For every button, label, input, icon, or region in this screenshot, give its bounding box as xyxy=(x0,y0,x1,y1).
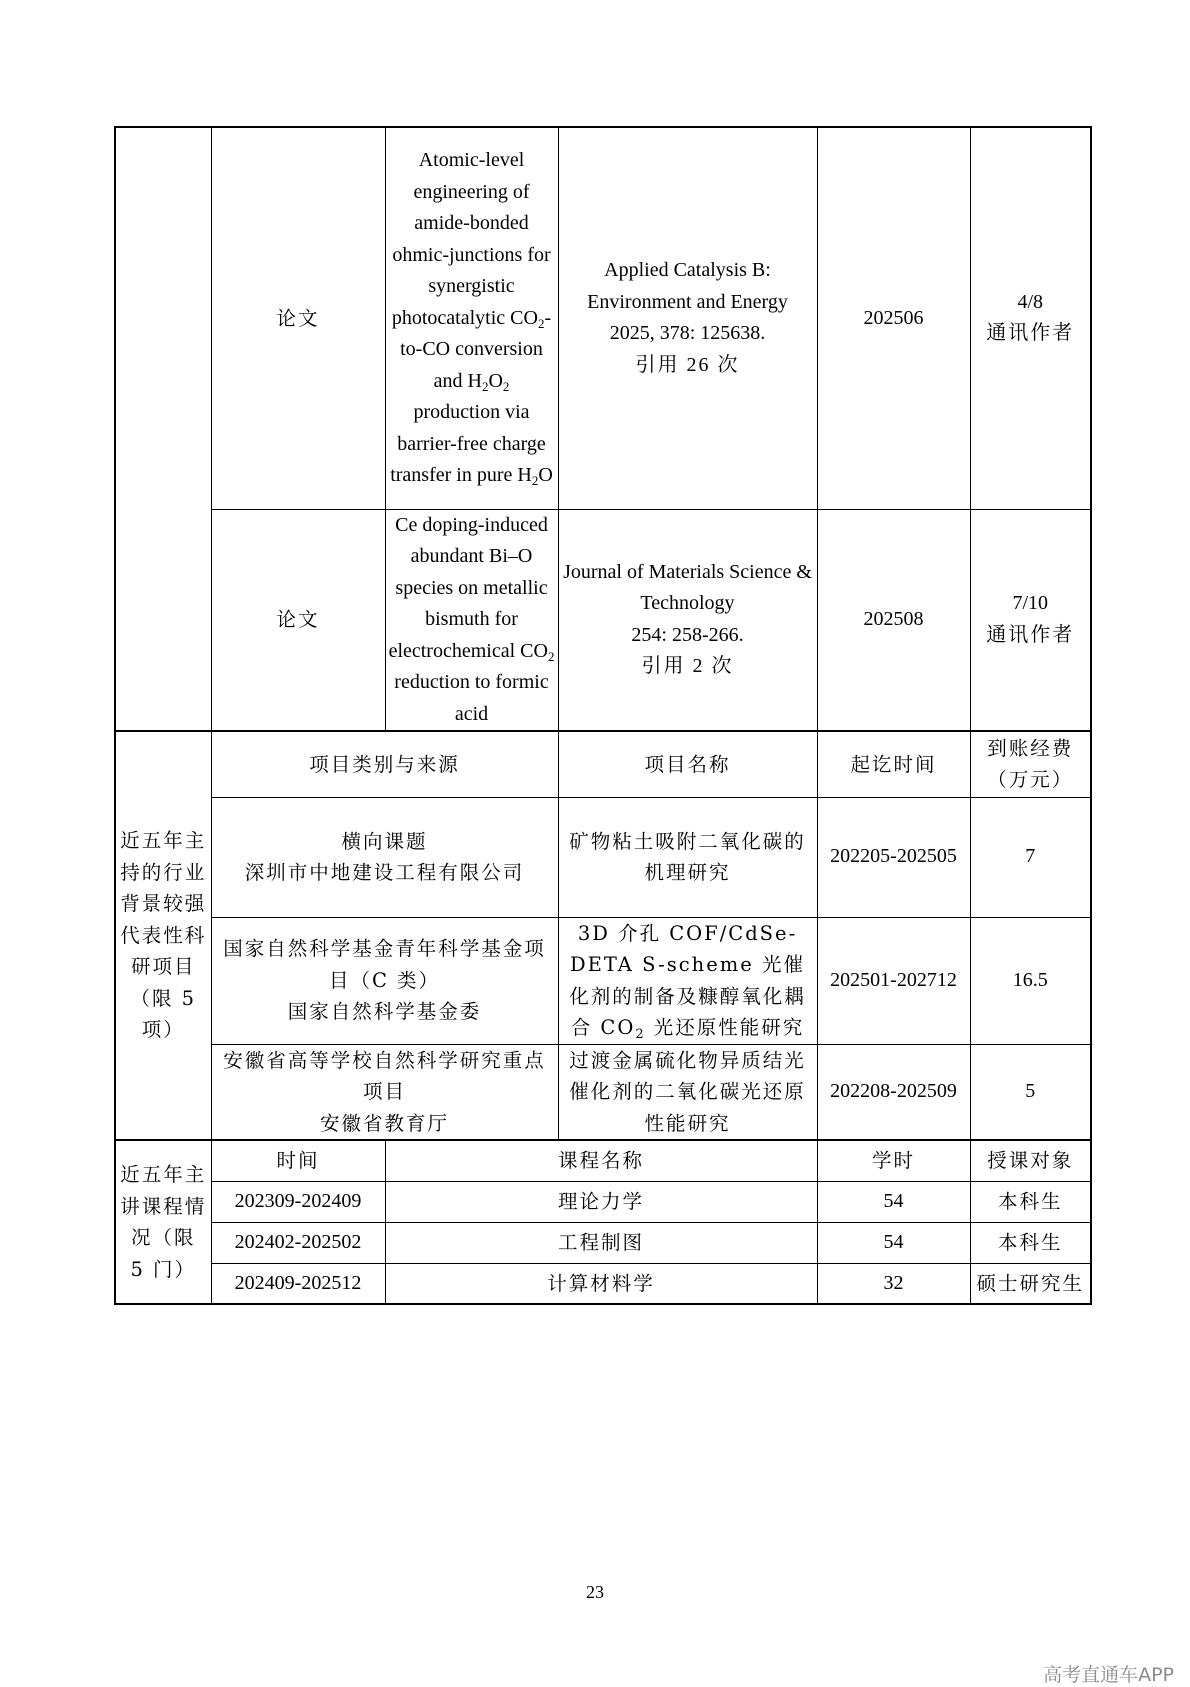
paper-row xyxy=(115,127,1091,509)
project-row xyxy=(115,917,1091,1044)
courses-section-label: 近五年主讲课程情况（限 5 门） xyxy=(115,1140,211,1304)
course-time-header: 时间 xyxy=(211,1140,385,1181)
paper-journal: Journal of Materials Science & Technology 254: 258-266. 引用 2 次 xyxy=(558,509,817,731)
paper-type: 论文 xyxy=(211,127,385,509)
course-row xyxy=(115,1263,1091,1304)
project-funding: 5 xyxy=(970,1044,1091,1140)
paper-title: Ce doping-induced abundant Bi–O species on metallic bismuth for electrochemical $CO_2$ reduction to formic acid xyxy=(385,509,558,731)
project-period: 202208-202509 xyxy=(817,1044,970,1140)
course-name: 工程制图 xyxy=(385,1222,817,1263)
project-name: 3D 介孔 COF/CdSe-DETA S-scheme 光催化剂的制备及糠醇氧化耦合 $CO_2$ 光还原性能研究 xyxy=(558,917,817,1044)
project-row xyxy=(115,1044,1091,1140)
course-hours-header: 学时 xyxy=(817,1140,970,1181)
projects-header-row xyxy=(115,731,1091,797)
project-funding: 7 xyxy=(970,797,1091,917)
papers-section-label xyxy=(115,127,211,731)
paper-row xyxy=(115,509,1091,731)
watermark: 高考直通车APP xyxy=(1043,1664,1174,1686)
course-audience-header: 授课对象 xyxy=(970,1140,1091,1181)
project-funding-header: 到账经费（万元） xyxy=(970,731,1091,797)
paper-author-rank: 7/10 通讯作者 xyxy=(970,509,1091,731)
course-time: 202309-202409 xyxy=(211,1181,385,1222)
course-name: 计算材料学 xyxy=(385,1263,817,1304)
project-period-header: 起讫时间 xyxy=(817,731,970,797)
course-audience: 硕士研究生 xyxy=(970,1263,1091,1304)
course-time: 202409-202512 xyxy=(211,1263,385,1304)
courses-header-row xyxy=(115,1140,1091,1181)
project-name-header: 项目名称 xyxy=(558,731,817,797)
project-name: 矿物粘土吸附二氧化碳的机理研究 xyxy=(558,797,817,917)
paper-date: 202506 xyxy=(817,127,970,509)
page-number: 23 xyxy=(586,1582,604,1602)
course-time: 202402-202502 xyxy=(211,1222,385,1263)
course-audience: 本科生 xyxy=(970,1181,1091,1222)
project-source: 安徽省高等学校自然科学研究重点项目 安徽省教育厅 xyxy=(211,1044,558,1140)
achievement-table xyxy=(114,126,1092,1305)
project-name: 过渡金属硫化物异质结光催化剂的二氧化碳光还原性能研究 xyxy=(558,1044,817,1140)
project-source: 国家自然科学基金青年科学基金项目（C 类） 国家自然科学基金委 xyxy=(211,917,558,1044)
course-row xyxy=(115,1181,1091,1222)
paper-title: Atomic-level engineering of amide-bonded ohmic-junctions for synergistic photocatalytic $CO_2-to-CO$ conversion and $H_2O_2$ production via barrier-free charge transfer in pure $H_2O$ xyxy=(385,127,558,509)
achievement-table-container xyxy=(114,126,1090,1305)
course-hours: 54 xyxy=(817,1181,970,1222)
course-name-header: 课程名称 xyxy=(385,1140,817,1181)
paper-type: 论文 xyxy=(211,509,385,731)
paper-journal: Applied Catalysis B: Environment and Energy 2025, 378: 125638. 引用 26 次 xyxy=(558,127,817,509)
project-period: 202205-202505 xyxy=(817,797,970,917)
paper-date: 202508 xyxy=(817,509,970,731)
project-source-header: 项目类别与来源 xyxy=(211,731,558,797)
course-hours: 54 xyxy=(817,1222,970,1263)
course-row xyxy=(115,1222,1091,1263)
course-audience: 本科生 xyxy=(970,1222,1091,1263)
project-funding: 16.5 xyxy=(970,917,1091,1044)
course-hours: 32 xyxy=(817,1263,970,1304)
course-name: 理论力学 xyxy=(385,1181,817,1222)
project-source: 横向课题 深圳市中地建设工程有限公司 xyxy=(211,797,558,917)
paper-author-rank: 4/8 通讯作者 xyxy=(970,127,1091,509)
projects-section-label: 近五年主持的行业背景较强代表性科研项目（限 5 项） xyxy=(115,731,211,1140)
project-row xyxy=(115,797,1091,917)
project-period: 202501-202712 xyxy=(817,917,970,1044)
